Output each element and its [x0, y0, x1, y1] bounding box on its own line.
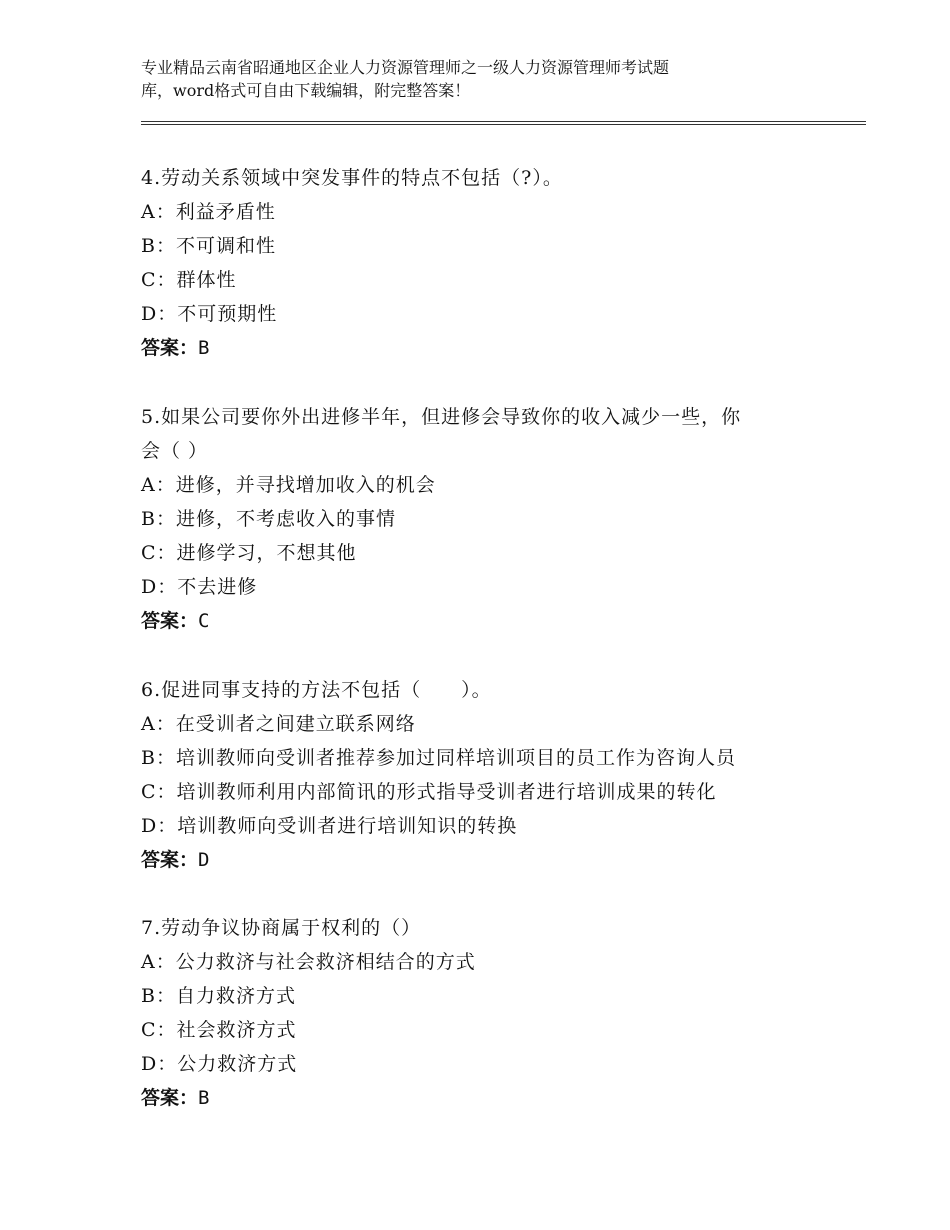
answer-label: 答案：: [141, 610, 199, 632]
option-c: C：社会救济方式: [141, 1019, 297, 1041]
option-c: C：进修学习，不想其他: [141, 542, 357, 564]
option-c: C：培训教师利用内部简讯的形式指导受训者进行培训成果的转化: [141, 781, 717, 803]
question-stem-continued: 会（ ）: [141, 440, 209, 462]
answer-value: B: [198, 337, 210, 359]
question-5: [141, 400, 821, 638]
answer-value: D: [198, 849, 210, 871]
question-stem: 6.促进同事支持的方法不包括（ ）。: [141, 679, 492, 701]
option-b: B：自力救济方式: [141, 985, 296, 1007]
option-d: D：公力救济方式: [141, 1053, 298, 1075]
option-d: D：培训教师向受训者进行培训知识的转换: [141, 815, 518, 837]
answer-value: B: [198, 1087, 210, 1109]
option-a: A：在受训者之间建立联系网络: [141, 713, 416, 735]
option-b: B：进修，不考虑收入的事情: [141, 508, 396, 530]
option-b: B：不可调和性: [141, 235, 276, 257]
question-stem: 5.如果公司要你外出进修半年，但进修会导致你的收入减少一些，你: [141, 406, 742, 428]
header-line-2: 库，word格式可自由下载编辑，附完整答案！: [141, 81, 471, 100]
answer-line: [141, 1081, 821, 1115]
answer-label: 答案：: [141, 849, 199, 871]
option-a: A：利益矛盾性: [141, 201, 276, 223]
question-6: [141, 673, 821, 877]
option-a: A：公力救济与社会救济相结合的方式: [141, 951, 476, 973]
option-b: B：培训教师向受训者推荐参加过同样培训项目的员工作为咨询人员: [141, 747, 736, 769]
answer-line: [141, 843, 821, 877]
answer-label: 答案：: [141, 337, 199, 359]
question-7: [141, 911, 821, 1115]
document-header: [141, 56, 841, 102]
answer-line: [141, 604, 821, 638]
answer-label: 答案：: [141, 1087, 199, 1109]
question-stem: 4.劳动关系领域中突发事件的特点不包括（?）。: [141, 167, 563, 189]
option-d: D：不去进修: [141, 576, 258, 598]
header-rule-bottom: [141, 124, 866, 125]
question-4: [141, 161, 821, 365]
answer-line: [141, 331, 821, 365]
header-line-1: 专业精品云南省昭通地区企业人力资源管理师之一级人力资源管理师考试题: [141, 58, 670, 77]
question-stem: 7.劳动争议协商属于权利的（）: [141, 917, 422, 939]
option-c: C：群体性: [141, 269, 237, 291]
answer-value: C: [198, 610, 210, 632]
option-d: D：不可预期性: [141, 303, 278, 325]
option-a: A：进修，并寻找增加收入的机会: [141, 474, 436, 496]
header-rule-top: [141, 121, 866, 122]
